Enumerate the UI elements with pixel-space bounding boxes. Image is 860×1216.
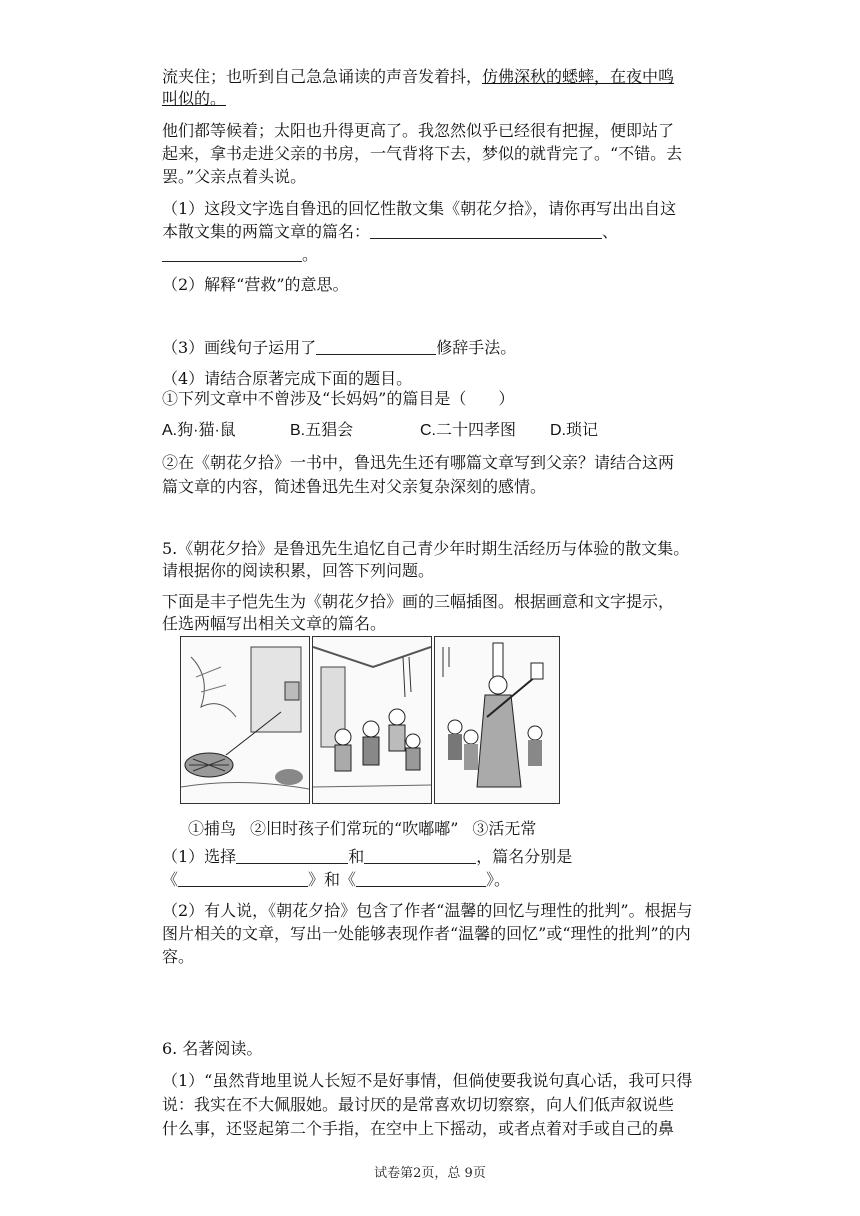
bracket-mid: 》和《	[308, 870, 357, 889]
illustrations	[180, 636, 560, 802]
caption-2: ②旧时孩子们常玩的“吹嘟嘟”	[250, 819, 459, 838]
passage-para2-line1: 他们都等候着；太阳也升得更高了。我忽然似乎已经很有把握，便即站了	[162, 121, 675, 140]
q4-1-line1: （1）这段文字选自鲁迅的回忆性散文集《朝花夕拾》，请你再写出出自这	[162, 199, 677, 218]
answer-blank-choice-1[interactable]	[236, 847, 348, 864]
q4-4-2-line1: ②在《朝花夕拾》一书中，鲁迅先生还有哪篇文章写到父亲？请结合这两	[162, 453, 675, 472]
answer-blank-2[interactable]	[162, 245, 302, 262]
q5-1-prompt: （1）选择	[162, 847, 237, 866]
q4-2: （2）解释“营救”的意思。	[162, 275, 349, 294]
option-c[interactable]: C.二十四孝图	[420, 422, 517, 439]
option-b[interactable]: B.五猖会	[290, 422, 354, 439]
passage-para2-line2: 起来，拿书走进父亲的书房，一气背将下去，梦似的就背完了。“不错。去	[162, 144, 683, 163]
bracket-open: 《	[162, 870, 179, 889]
q4-3-suffix: 修辞手法。	[436, 338, 517, 357]
q5-intro-line2: 请根据你的阅读积累，回答下列问题。	[162, 561, 435, 580]
q4-3-prompt: （3）画线句子运用了	[162, 338, 317, 357]
q4-1-line3	[162, 244, 722, 266]
q4-1-prompt: 本散文集的两篇文章的篇名：	[162, 222, 371, 241]
q5-1-suffix: ，篇名分别是	[476, 847, 573, 866]
underlined-sentence-end: 叫似的。	[162, 89, 227, 108]
q5-1-line2	[162, 869, 722, 891]
passage-line-2	[162, 88, 722, 110]
underlined-sentence: 仿佛深秋的蟋蟀，在夜中鸣	[482, 67, 675, 86]
q6-line2: 说：我实在不大佩服她。最讨厌的是常喜欢切切察察，向人们低声叙说些	[162, 1095, 675, 1114]
option-a[interactable]: A.狗·猫·鼠	[162, 422, 236, 439]
q6-line3: 什么事，还竖起第二个手指，在空中上下摇动，或者点着对手或自己的鼻	[162, 1119, 675, 1138]
q5-1-line1	[162, 846, 722, 868]
caption-3: ③活无常	[472, 819, 537, 838]
q5-para-line2: 任选两幅写出相关文章的篇名。	[162, 614, 387, 633]
answer-blank-title-2[interactable]	[356, 870, 486, 887]
bracket-close: 》。	[486, 870, 511, 889]
q5-2-line2: 图片相关的文章，写出一处能够表现作者“温馨的回忆”或“理性的批判”的内	[162, 924, 691, 943]
passage-line-1	[162, 66, 722, 88]
page-footer: 试卷第2页，总 9页	[374, 1166, 486, 1181]
separator: 、	[602, 222, 619, 241]
answer-blank-title-1[interactable]	[178, 870, 308, 887]
illustration-captions	[188, 816, 550, 839]
illustration-children-playing	[312, 636, 432, 804]
q4-options	[162, 420, 722, 442]
q6-line1: （1）“虽然背地里说人长短不是好事情，但倘使要我说句真心话，我可只得	[162, 1071, 693, 1090]
q4-4: （4）请结合原著完成下面的题目。	[162, 369, 413, 388]
option-d[interactable]: D.琐记	[550, 422, 599, 439]
caption-1: ①捕鸟	[188, 819, 237, 838]
period: 。	[302, 245, 319, 264]
q4-4-2-line2: 篇文章的内容，简述鲁迅先生对父亲复杂深刻的感情。	[162, 477, 547, 496]
passage-para2-line3: 罢。”父亲点着头说。	[162, 167, 307, 186]
q5-1-and: 和	[348, 847, 365, 866]
q5-intro-line1: 5.《朝花夕拾》是鲁迅先生追忆自己青少年时期生活经历与体验的散文集。	[162, 539, 690, 558]
illustration-bird-catching	[180, 636, 310, 804]
illustration-wuchang	[434, 636, 560, 804]
q5-2-line1: （2）有人说，《朝花夕拾》包含了作者“温馨的回忆与理性的批判”。根据与	[162, 901, 693, 920]
q5-para-line1: 下面是丰子恺先生为《朝花夕拾》画的三幅插图。根据画意和文字提示，	[162, 592, 675, 611]
answer-blank-1[interactable]	[370, 222, 602, 239]
q4-3	[162, 337, 722, 359]
answer-blank-rhetoric[interactable]	[316, 338, 436, 355]
q5-2-line3: 容。	[162, 947, 195, 966]
answer-blank-choice-2[interactable]	[364, 847, 476, 864]
q6-title: 6. 名著阅读。	[162, 1039, 263, 1058]
passage-text: 流夹住；也听到自己急急诵读的声音发着抖，	[162, 67, 483, 86]
q4-1-line2	[162, 221, 722, 243]
q4-4-1: ①下列文章中不曾涉及“长妈妈”的篇目是（ ）	[162, 389, 515, 408]
